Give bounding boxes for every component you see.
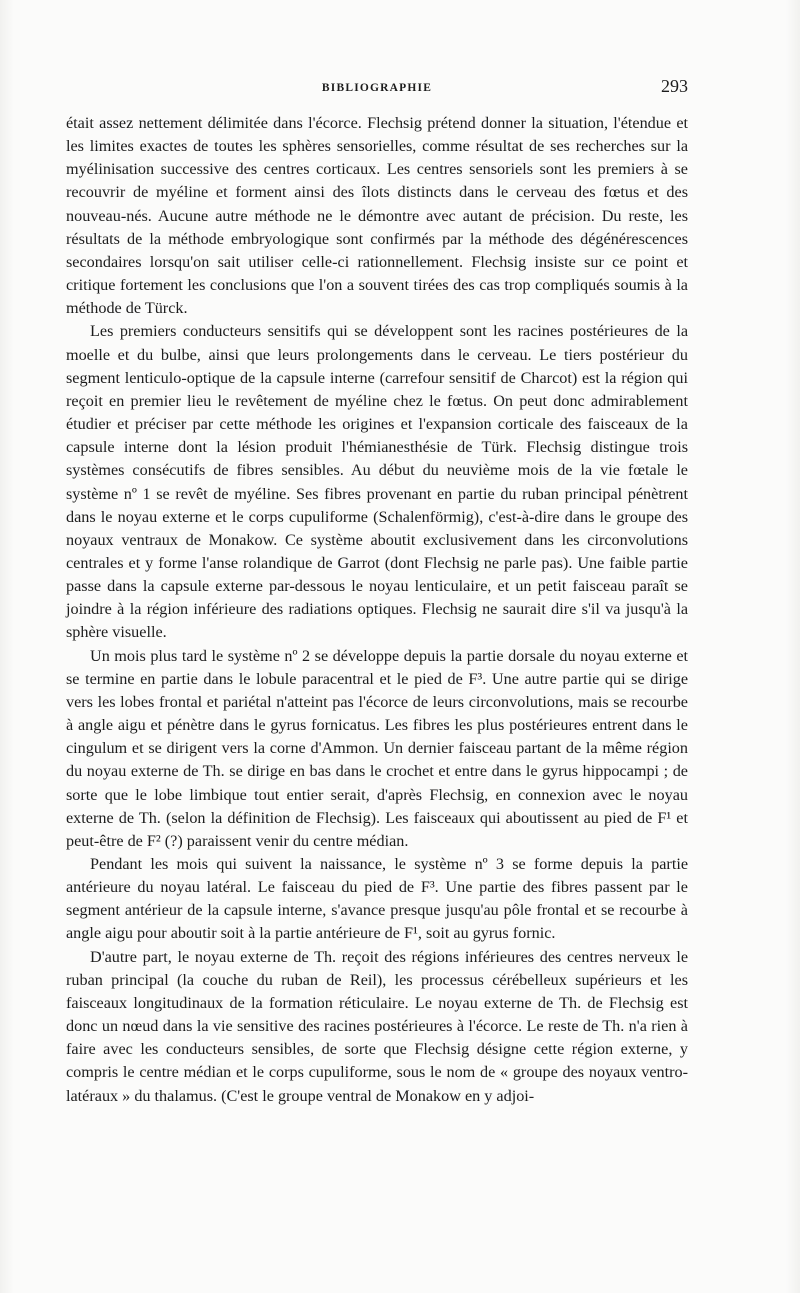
page-header bbox=[66, 76, 688, 100]
body-text bbox=[66, 112, 688, 1108]
running-title: BIBLIOGRAPHIE bbox=[321, 82, 433, 94]
paragraph: Pendant les mois qui suivent la naissance, le système nº 3 se forme depuis la partie antérieure du noyau latéral. Le faisceau du pied de F³. Une partie des fibres passent par le segment antérieur de la capsule interne, s'avance presque jusqu'au pôle frontal et se recourbe à angle aigu pour aboutir soit à la partie antérieure de F¹, soit au gyrus fornic. bbox=[66, 855, 688, 943]
paragraph: Un mois plus tard le système nº 2 se développe depuis la partie dorsale du noyau externe et se termine en partie dans le lobule paracentral et le pied de F³. Une autre partie qui se dirige vers les lobes frontal et pariétal n'atteint pas l'écorce de leurs circonvolutions, mais se recourbe à angle aigu et pénètre dans le gyrus fornicatus. Les fibres les plus postérieures entrent dans le cingulum et se dirigent vers la corne d'Ammon. Un dernier faisceau partant de la même région du noyau externe de Th. se dirige en bas dans le crochet et entre dans le gyrus hippocampi ; de sorte que le lobe limbique tout entier serait, d'après Flechsig, en connexion avec le noyau externe de Th. (selon la définition de Flechsig). Les faisceaux qui aboutissent au pied de F¹ et peut-être de F² (?) paraissent venir du centre médian. bbox=[66, 646, 688, 850]
paragraph: Les premiers conducteurs sensitifs qui se développent sont les racines postérieures de la moelle et du bulbe, ainsi que leurs prolongements dans le cerveau. Le tiers postérieur du segment lenticulo-optique de la capsule interne (carrefour sensitif de Charcot) est la région qui reçoit en premier lieu le revêtement de myéline chez le fœtus. On peut donc admirablement étudier et préciser par cette méthode les origines et l'expansion corticale des faisceaux de la capsule interne dont la lésion produit l'hémianesthésie de Türk. Flechsig distingue trois systèmes consécutifs de fibres sensibles. Au début du neuvième mois de la vie fœtale le système nº 1 se revêt de myéline. Ses fibres provenant en partie du ruban principal pénètrent dans le noyau externe et le corps cupuliforme (Schalenförmig), c'est-à-dire dans le groupe des noyaux ventraux de Monakow. Ce système aboutit exclusivement dans les circonvolutions centrales et y forme l'anse rolandique de Garrot (dont Flechsig ne parle pas). Une faible partie passe dans la capsule externe par-dessous le noyau lenticulaire, et un petit faisceau paraît se joindre à la région inférieure des radiations optiques. Flechsig ne saurait dire s'il va jusqu'à la sphère visuelle. bbox=[66, 322, 688, 642]
paragraph: D'autre part, le noyau externe de Th. reçoit des régions inférieures des centres nerveux le ruban principal (la couche du ruban de Reil), les processus cérébelleux supérieurs et les faisceaux longitudinaux de la formation réticulaire. Le noyau externe de Th. de Flechsig est donc un nœud dans la vie sensitive des racines postérieures à l'écorce. Le reste de Th. n'a rien à faire avec les conducteurs sensibles, de sorte que Flechsig désigne cette région externe, y compris le centre médian et le corps cupuliforme, sous le nom de « groupe des noyaux ventro-latéraux » du thalamus. (C'est le groupe ventral de Monakow en y adjoi- bbox=[66, 947, 688, 1105]
page-number: 293 bbox=[661, 76, 688, 96]
paragraph: était assez nettement délimitée dans l'écorce. Flechsig prétend donner la situation, l'étendue et les limites exactes de toutes les sphères sensorielles, comme résultat de ses recherches sur la myélinisation successive des centres corticaux. Les centres sensoriels sont les premiers à se recouvrir de myéline et forment ainsi des îlots distincts dans le cerveau des fœtus et des nouveau-nés. Aucune autre méthode ne le démontre avec autant de précision. Du reste, les résultats de la méthode embryologique sont confirmés par la méthode des dégénérescences secondaires lorsqu'on sait utiliser celle-ci rationnellement. Flechsig insiste sur ce point et critique fortement les conclusions que l'on a souvent tirées des cas trop compliqués soumis à la méthode de Türck. bbox=[66, 114, 688, 318]
